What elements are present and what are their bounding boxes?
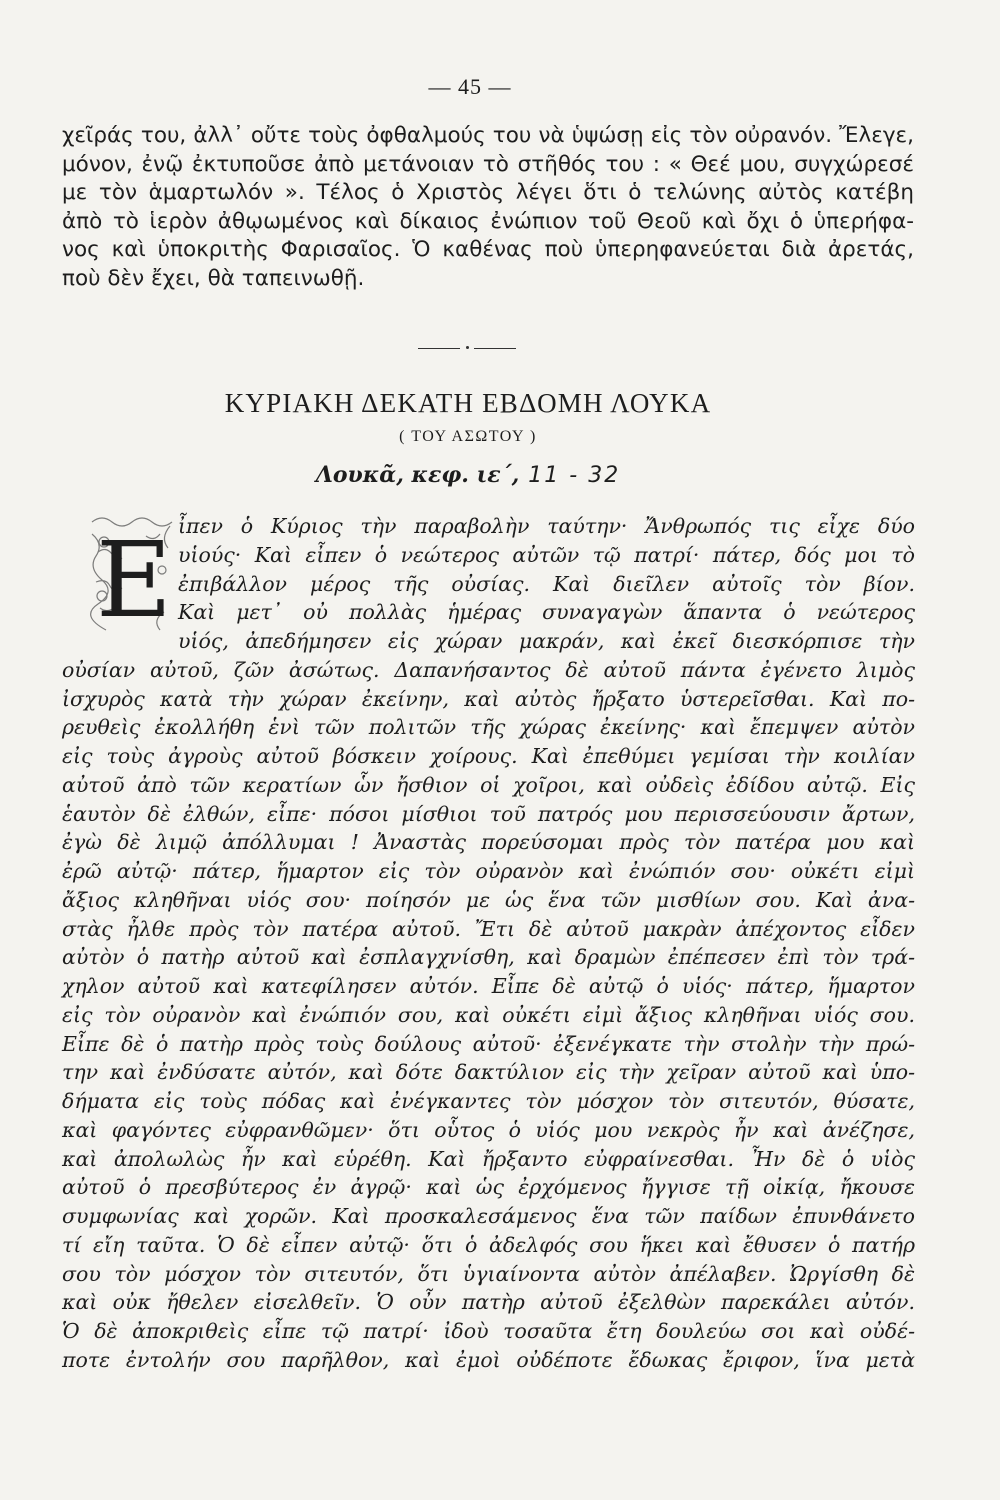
body-line: την καὶ ἐνδύσατε αὐτόν, καὶ δότε δακτύλιον εἰς τὴν χεῖραν αὐτοῦ καὶ ὑπο- bbox=[62, 1060, 915, 1085]
body-line: καὶ ἀπολωλὼς ἦν καὶ εὑρέθη. Καὶ ἤρξαντο εὐφραίνεσθαι. Ἦν δὲ ὁ υἱὸς bbox=[62, 1146, 915, 1171]
svg-text:Ε: Ε bbox=[96, 519, 172, 638]
body-line: Καὶ μετ᾽ οὐ πολλὰς ἡμέρας συναγαγὼν ἅπαντα ὁ νεώτερος bbox=[178, 600, 915, 625]
divider-dot bbox=[466, 346, 469, 349]
body-line: χηλον αὐτοῦ καὶ κατεφίλησεν αὐτόν. Εἶπε δὲ αὐτῷ ὁ υἱός· πάτερ, ἥμαρτον bbox=[62, 974, 915, 998]
section-divider bbox=[418, 343, 518, 353]
reference-verses: 11 - 32 bbox=[519, 463, 621, 488]
section-title: ΚΥΡΙΑΚΗ ΔΕΚΑΤΗ ΕΒΔΟΜΗ ΛΟΥΚΑ bbox=[224, 388, 712, 418]
body-line: καὶ οὐκ ἤθελεν εἰσελθεῖν. Ὁ οὖν πατὴρ αὐτοῦ ἐξελθὼν παρεκάλει αὐτόν. bbox=[62, 1290, 915, 1315]
intro-line: μόνον, ἐνῷ ἐκτυποῦσε ἀπὸ μετάνοιαν τὸ στῆθός του : « Θεέ μου, συγχώρεσέ bbox=[62, 151, 914, 177]
page-number: — 45 — bbox=[428, 74, 512, 99]
intro-paragraph bbox=[62, 122, 914, 294]
body-line: ρευθεὶς ἐκολλήθη ἑνὶ τῶν πολιτῶν τῆς χώρας ἐκείνης· καὶ ἔπεμψεν αὐτὸν bbox=[62, 715, 915, 740]
body-line: ἶπεν ὁ Κύριος τὴν παραβολὴν ταύτην· Ἄνθρωπός τις εἶχε δύο bbox=[178, 514, 915, 538]
intro-line: ἀπὸ τὸ ἱερὸν ἀθῳωμένος καὶ δίκαιος ἐνώπιον τοῦ Θεοῦ καὶ ὄχι ὁ ὑπερήφα- bbox=[62, 208, 914, 234]
body-line: ἰσχυρὸς κατὰ τὴν χώραν ἐκείνην, καὶ αὐτὸς ἤρξατο ὑστερεῖσθαι. Καὶ πο- bbox=[62, 686, 915, 711]
intro-line: ποὺ δὲν ἔχει, θὰ ταπεινωθῇ. bbox=[62, 265, 365, 291]
body-line: υἱούς· Καὶ εἶπεν ὁ νεώτερος αὐτῶν τῷ πατρί· πάτερ, δός μοι τὸ bbox=[178, 542, 915, 567]
body-line: υἱός, ἀπεδήμησεν εἰς χώραν μακράν, καὶ ἐκεῖ διεσκόρπισε τὴν bbox=[178, 629, 915, 653]
divider-dash bbox=[474, 348, 516, 349]
body-line: τί εἴη ταῦτα. Ὁ δὲ εἶπεν αὐτῷ· ὅτι ὁ ἀδελφός σου ἥκει καὶ ἔθυσεν ὁ πατήρ bbox=[62, 1232, 915, 1257]
body-line: καὶ φαγόντες εὐφρανθῶμεν· ὅτι οὗτος ὁ υἱός μου νεκρὸς ἦν καὶ ἀνέζησε, bbox=[62, 1117, 915, 1142]
body-line: δήματα εἰς τοὺς πόδας καὶ ἐνέγκαντες τὸν μόσχον τὸν σιτευτόν, θύσατε, bbox=[62, 1089, 915, 1113]
body-line: ἐπιβάλλον μέρος τῆς οὐσίας. Καὶ διεῖλεν αὐτοῖς τὸν βίον. bbox=[178, 571, 915, 596]
intro-line: νος καὶ ὑποκριτὴς Φαρισαῖος. Ὁ καθένας ποὺ ὑπερηφανεύεται διὰ ἀρετάς, bbox=[62, 237, 914, 263]
body-line: ἄξιος κληθῆναι υἱός σου· ποίησόν με ὡς ἕνα τῶν μισθίων σου. Καὶ ἀνα- bbox=[62, 887, 915, 912]
scripture-reference bbox=[0, 462, 936, 488]
body-line: συμφωνίας καὶ χορῶν. Καὶ προσκαλεσάμενος ἕνα τῶν παίδων ἐπυνθάνετο bbox=[62, 1204, 915, 1228]
body-line: εἰς τὸν οὐρανὸν καὶ ἐνώπιόν σου, καὶ οὐκέτι εἰμὶ ἄξιος κληθῆναι υἱός σου. bbox=[62, 1002, 915, 1027]
divider-dash bbox=[418, 348, 460, 349]
body-line: ἐγὼ δὲ λιμῷ ἀπόλλυμαι ! Ἀναστὰς πορεύσομαι πρὸς τὸν πατέρα μου καὶ bbox=[62, 830, 915, 855]
body-line: Ὁ δὲ ἀποκριθεὶς εἶπε τῷ πατρί· ἰδοὺ τοσαῦτα ἔτη δουλεύω σοι καὶ οὐδέ- bbox=[62, 1319, 915, 1343]
body-line: οὐσίαν αὐτοῦ, ζῶν ἀσώτως. Δαπανήσαντος δὲ αὐτοῦ πάντα ἐγένετο λιμὸς bbox=[62, 657, 915, 682]
intro-line: με τὸν ἁμαρτωλόν ». Τέλος ὁ Χριστὸς λέγει ὅτι ὁ τελώνης αὐτὸς κατέβη bbox=[62, 180, 914, 206]
section-subtitle: ( ΤΟΥ ΑΣΩΤΟΥ ) bbox=[399, 428, 537, 445]
body-line: Εἶπε δὲ ὁ πατὴρ πρὸς τοὺς δούλους αὐτοῦ· ἐξενέγκατε τὴν στολὴν τὴν πρώ- bbox=[62, 1031, 915, 1056]
intro-line: χεῖράς του, ἀλλ᾽ οὔτε τοὺς ὀφθαλμούς του νὰ ὑψώσῃ εἰς τὸν οὐρανόν. Ἔλεγε, bbox=[62, 123, 914, 148]
body-line: ποτε ἐντολήν σου παρῆλθον, καὶ ἐμοὶ οὐδέποτε ἔδωκας ἔριφον, ἵνα μετὰ bbox=[62, 1347, 915, 1372]
body-line: σου τὸν μόσχον τὸν σιτευτόν, ὅτι ὑγιαίνοντα αὐτὸν ἀπέλαβεν. Ὠργίσθη δὲ bbox=[62, 1261, 915, 1286]
reference-book: Λουκᾶ, κεφ. ιε΄, bbox=[315, 462, 520, 488]
body-line: ἐρῶ αὐτῷ· πάτερ, ἥμαρτον εἰς τὸν οὐρανὸν καὶ ἐνώπιόν σου· οὐκέτι εἰμὶ bbox=[62, 859, 915, 883]
body-line: αὐτὸν ὁ πατὴρ αὐτοῦ καὶ ἐσπλαγχνίσθη, καὶ δραμὼν ἐπέπεσεν ἐπὶ τὸν τρά- bbox=[62, 945, 915, 970]
body-line: ἑαυτὸν δὲ ἐλθών, εἶπε· πόσοι μίσθιοι τοῦ πατρός μου περισσεύουσιν ἄρτων, bbox=[62, 801, 915, 826]
body-line: εἰς τοὺς ἀγροὺς αὐτοῦ βόσκειν χοίρους. Καὶ ἐπεθύμει γεμίσαι τὴν κοιλίαν bbox=[62, 744, 915, 768]
body-line: αὐτοῦ ὁ πρεσβύτερος ἐν ἀγρῷ· καὶ ὡς ἐρχόμενος ἤγγισε τῇ οἰκίᾳ, ἤκουσε bbox=[62, 1175, 915, 1200]
gospel-text bbox=[62, 512, 915, 1375]
body-line: στὰς ἦλθε πρὸς τὸν πατέρα αὐτοῦ. Ἔτι δὲ αὐτοῦ μακρὰν ἀπέχοντος εἶδεν bbox=[62, 916, 915, 941]
body-line: αὐτοῦ ἀπὸ τῶν κερατίων ὧν ἤσθιον οἱ χοῖροι, καὶ οὐδεὶς ἐδίδου αὐτῷ. Εἰς bbox=[62, 772, 915, 797]
